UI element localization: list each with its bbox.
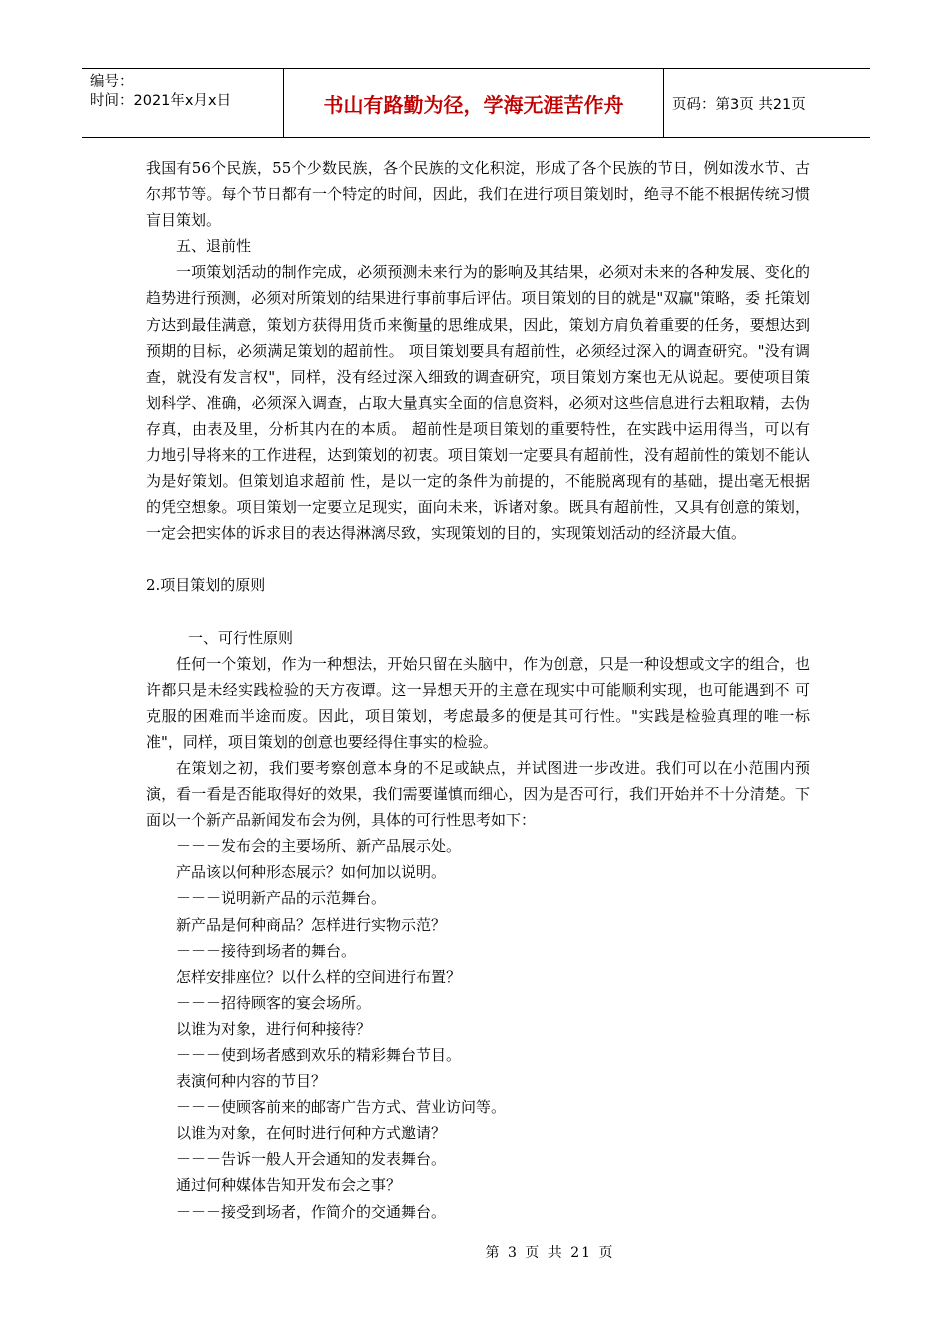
paragraph: 任何一个策划，作为一种想法，开始只留在头脑中，作为创意，只是一种设想或文字的组合，也许都只是未经实践检验的天方夜谭。这一异想天开的主意在现实中可能顺利实现，也可能遇到不 可克服的困难而半途而废。因此，项目策划，考虑最多的便是其可行性。"实践是检验真理的唯一标准"，同样，项目策划的创意也要经得住事实的检验。 xyxy=(146,654,810,751)
header-time: 时间：2021年x月x日 xyxy=(90,93,232,109)
header-number: 编号： xyxy=(90,74,134,90)
list-item: 怎样安排座位？以什么样的空间进行布置？ xyxy=(176,967,462,986)
list-item: －－－告诉一般人开会通知的发表舞台。 xyxy=(176,1150,447,1169)
list-item: 通过何种媒体告知开发布会之事？ xyxy=(176,1176,402,1195)
list-item: －－－说明新产品的示范舞台。 xyxy=(176,889,387,908)
document-body xyxy=(146,155,810,1225)
list-item: －－－接受到场者，作简介的交通舞台。 xyxy=(176,1202,447,1221)
paragraph: 一项策划活动的制作完成，必须预测未来行为的影响及其结果，必须对未来的各种发展、变化的趋势进行预测，必须对所策划的结果进行事前事后评估。项目策划的目的就是"双赢"策略，委 托策划方达到最佳满意，策划方获得用货币来衡量的思维成果，因此，策划方肩负着重要的任务，要想达到预期的目标，必须满足策划的超前性。 项目策划要具有超前性，必须经过深入的调查研究。"没有调查，就没有发言权"，同样，没有经过深入细致的调查研究，项目策划方案也无从说起。要使项目策划科学、准确，必须深入调查，占取大量真实全面的信息资料，必须对这些信息进行去粗取精，去伪存真，由表及里，分析其内在的本质。 超前性是项目策划的重要特性，在实践中运用得当，可以有力地引导将来的工作进程，达到策划的初衷。项目策划一定要具有超前性，没有超前性的策划不能认为是好策划。但策划追求超前 性，是以一定的条件为前提的，不能脱离现有的基础，提出毫无根据的凭空想象。项目策划一定要立足现实，面向未来，诉诸对象。既具有超前性，又具有创意的策划，一定会把实体的诉求目的表达得淋漓尽致，实现策划的目的，实现策划活动的经济最大值。 xyxy=(146,263,810,543)
footer-page-number: 第 3 页 共 21 页 xyxy=(485,1245,615,1261)
paragraph: 我国有56个民族，55个少数民族，各个民族的文化积淀，形成了各个民族的节日，例如泼水节、古尔邦节等。每个节日都有一个特定的时间，因此，我们在进行项目策划时，绝寻不能不根据传统习惯盲目策划。 xyxy=(146,159,810,230)
list-item: 以谁为对象，在何时进行何种方式邀请？ xyxy=(176,1124,447,1143)
list-item: －－－使顾客前来的邮寄广告方式、营业访问等。 xyxy=(176,1098,507,1117)
header-motto: 书山有路勤为径，学海无涯苦作舟 xyxy=(284,69,664,137)
list-item: 表演何种内容的节目？ xyxy=(176,1072,327,1091)
list-item: －－－招待顾客的宴会场所。 xyxy=(176,993,372,1012)
header-meta xyxy=(82,69,284,137)
paragraph: 在策划之初，我们要考察创意本身的不足或缺点，并试图进一步改进。我们可以在小范围内预演，看一看是否能取得好的效果，我们需要谨慎而细心，因为是否可行，我们开始并不十分清楚。下面以一个新产品新闻发布会为例，具体的可行性思考如下： xyxy=(146,758,810,830)
heading-one: 一、可行性原则 xyxy=(188,628,294,647)
list-item: 新产品是何种商品？怎样进行实物示范？ xyxy=(176,915,447,934)
list-item: －－－使到场者感到欢乐的精彩舞台节目。 xyxy=(176,1046,462,1064)
page-footer xyxy=(0,1242,950,1262)
list-item: －－－接待到场者的舞台。 xyxy=(176,941,357,960)
section-title: 2.项目策划的原则 xyxy=(146,576,266,595)
list-item: 以谁为对象，进行何种接待？ xyxy=(176,1019,372,1038)
list-item: －－－发布会的主要场所、新产品展示处。 xyxy=(176,837,462,856)
page-header xyxy=(82,68,870,138)
heading-five: 五、退前性 xyxy=(176,237,252,256)
list-item: 产品该以何种形态展示？如何加以说明。 xyxy=(176,863,447,882)
header-page-number: 页码：第3页 共21页 xyxy=(672,96,806,113)
